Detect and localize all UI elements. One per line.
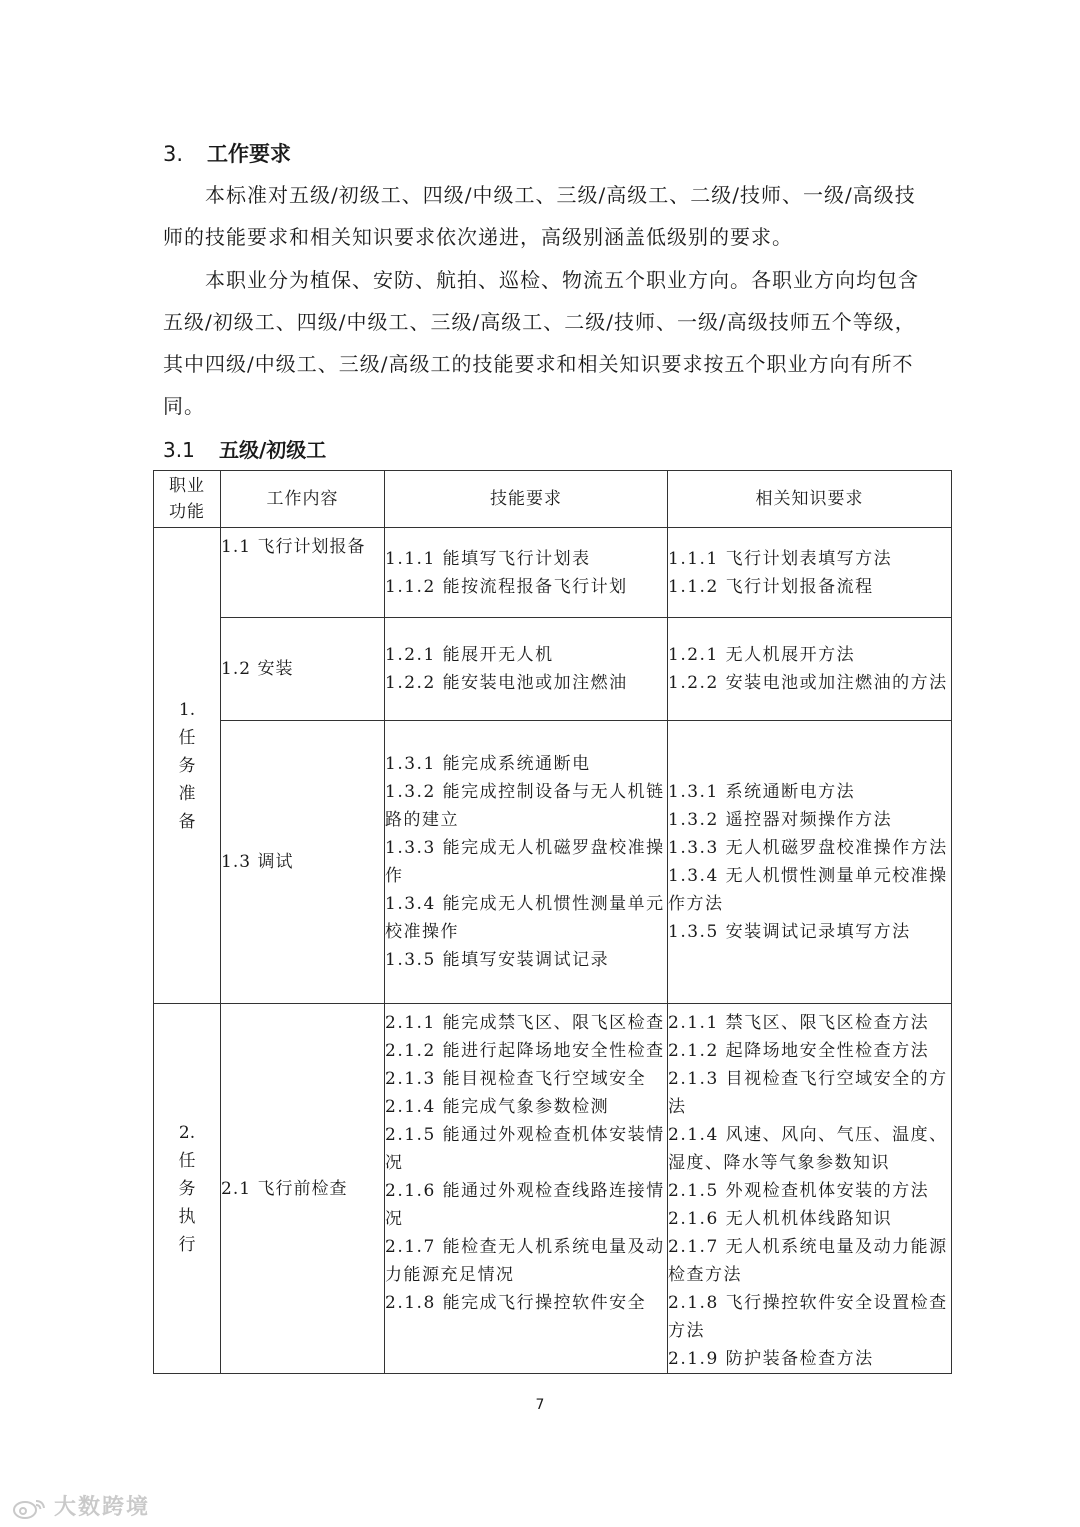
skill-item: 2.1.7 能检查无人机系统电量及动力能源充足情况 (385, 1237, 665, 1285)
knowledge-item: 1.1.1 飞行计划表填写方法 (668, 548, 893, 569)
skill-item: 1.1.1 能填写飞行计划表 (385, 548, 591, 569)
skills-cell (385, 618, 668, 721)
table-row (154, 528, 952, 618)
skills-cell (385, 721, 668, 1004)
function-char: 务 (178, 1178, 196, 1199)
subsection-heading (163, 436, 326, 464)
function-char: 1. (178, 699, 196, 720)
header-function-line: 职业 (169, 476, 205, 496)
knowledge-item: 2.1.3 目视检查飞行空域安全的方法 (668, 1069, 948, 1117)
function-char: 务 (178, 755, 196, 776)
function-char: 任 (178, 1150, 196, 1171)
knowledge-item: 1.3.4 无人机惯性测量单元校准操作方法 (668, 866, 948, 914)
knowledge-item: 2.1.5 外观检查机体安装的方法 (668, 1181, 930, 1201)
function-cell (154, 1004, 221, 1374)
skill-item: 2.1.8 能完成飞行操控软件安全 (385, 1293, 647, 1313)
content-cell: 1.2 安装 (221, 618, 385, 721)
content-cell: 2.1 飞行前检查 (221, 1004, 385, 1374)
knowledge-item: 1.1.2 飞行计划报备流程 (668, 576, 874, 597)
skill-item: 1.3.3 能完成无人机磁罗盘校准操作 (385, 838, 665, 886)
table-row (154, 1004, 952, 1374)
skill-item: 2.1.4 能完成气象参数检测 (385, 1097, 610, 1117)
skill-item: 2.1.5 能通过外观检查机体安装情况 (385, 1125, 665, 1173)
skill-item: 2.1.2 能进行起降场地安全性检查 (385, 1041, 665, 1061)
function-char: 执 (178, 1206, 196, 1227)
skill-item: 1.2.2 能安装电池或加注燃油 (385, 673, 628, 693)
function-char: 任 (178, 727, 196, 748)
function-char: 2. (178, 1122, 196, 1143)
paragraph: 本标准对五级/初级工、四级/中级工、三级/高级工、二级/技师、一级/高级技师的技能要求和相关知识要求依次递进，高级别涵盖低级别的要求。 (163, 183, 916, 249)
skill-item: 1.3.1 能完成系统通断电 (385, 754, 591, 774)
skills-cell (385, 1004, 668, 1374)
header-function-line: 功能 (169, 502, 205, 522)
header-skills: 技能要求 (385, 471, 668, 528)
knowledge-item: 1.3.1 系统通断电方法 (668, 782, 856, 802)
function-char: 备 (178, 811, 196, 832)
watermark (12, 1490, 150, 1521)
table-row (154, 618, 952, 721)
section-number: 3. (163, 142, 184, 166)
knowledge-item: 2.1.2 起降场地安全性检查方法 (668, 1041, 930, 1061)
skill-item: 2.1.3 能目视检查飞行空域安全 (385, 1069, 647, 1089)
page-number: 7 (535, 1397, 545, 1413)
header-content: 工作内容 (221, 471, 385, 528)
skill-item: 2.1.6 能通过外观检查线路连接情况 (385, 1181, 665, 1229)
knowledge-cell (668, 618, 952, 721)
paragraph: 本职业分为植保、安防、航拍、巡检、物流五个职业方向。各职业方向均包含五级/初级工、四级/中级工、三级/高级工、二级/技师、一级/高级技师五个等级，其中四级/中级工、三级/高级工的技能要求和相关知识要求按五个职业方向有所不同。 (163, 268, 919, 418)
knowledge-cell (668, 721, 952, 1004)
knowledge-item: 1.3.5 安装调试记录填写方法 (668, 922, 911, 942)
function-cell (154, 528, 221, 1004)
knowledge-item: 2.1.6 无人机机体线路知识 (668, 1209, 893, 1229)
requirements-table (153, 470, 952, 1374)
header-knowledge: 相关知识要求 (668, 471, 952, 528)
subsection-number: 3.1 (163, 438, 195, 462)
watermark-text: 大数跨境 (54, 1495, 151, 1520)
knowledge-item: 2.1.4 风速、风向、气压、温度、湿度、降水等气象参数知识 (668, 1125, 948, 1173)
skill-item: 2.1.1 能完成禁飞区、限飞区检查 (385, 1013, 665, 1033)
knowledge-item: 1.2.1 无人机展开方法 (668, 645, 856, 665)
skill-item: 1.1.2 能按流程报备飞行计划 (385, 576, 628, 597)
section-heading (163, 140, 291, 168)
knowledge-item: 2.1.9 防护装备检查方法 (668, 1349, 874, 1369)
skill-item: 1.3.2 能完成控制设备与无人机链路的建立 (385, 782, 665, 830)
knowledge-item: 2.1.1 禁飞区、限飞区检查方法 (668, 1013, 930, 1033)
skill-item: 1.3.4 能完成无人机惯性测量单元校准操作 (385, 894, 665, 942)
knowledge-cell (668, 528, 952, 618)
skills-cell (385, 528, 668, 618)
section-title: 工作要求 (207, 142, 291, 166)
knowledge-item: 1.3.3 无人机磁罗盘校准操作方法 (668, 838, 948, 858)
knowledge-item: 1.2.2 安装电池或加注燃油的方法 (668, 673, 948, 693)
content-cell: 1.3 调试 (221, 721, 385, 1004)
knowledge-item: 2.1.7 无人机系统电量及动力能源检查方法 (668, 1237, 948, 1285)
subsection-title: 五级/初级工 (219, 438, 327, 462)
knowledge-item: 1.3.2 遥控器对频操作方法 (668, 810, 893, 830)
table-row (154, 721, 952, 1004)
function-char: 准 (178, 783, 196, 804)
knowledge-item: 2.1.8 飞行操控软件安全设置检查方法 (668, 1293, 948, 1341)
header-function (154, 471, 221, 528)
skill-item: 1.3.5 能填写安装调试记录 (385, 950, 610, 970)
content-cell: 1.1 飞行计划报备 (221, 528, 385, 618)
table-header-row (154, 471, 952, 528)
weibo-logo-icon (12, 1497, 48, 1519)
skill-item: 1.2.1 能展开无人机 (385, 645, 554, 665)
function-char: 行 (178, 1234, 196, 1255)
knowledge-cell (668, 1004, 952, 1374)
